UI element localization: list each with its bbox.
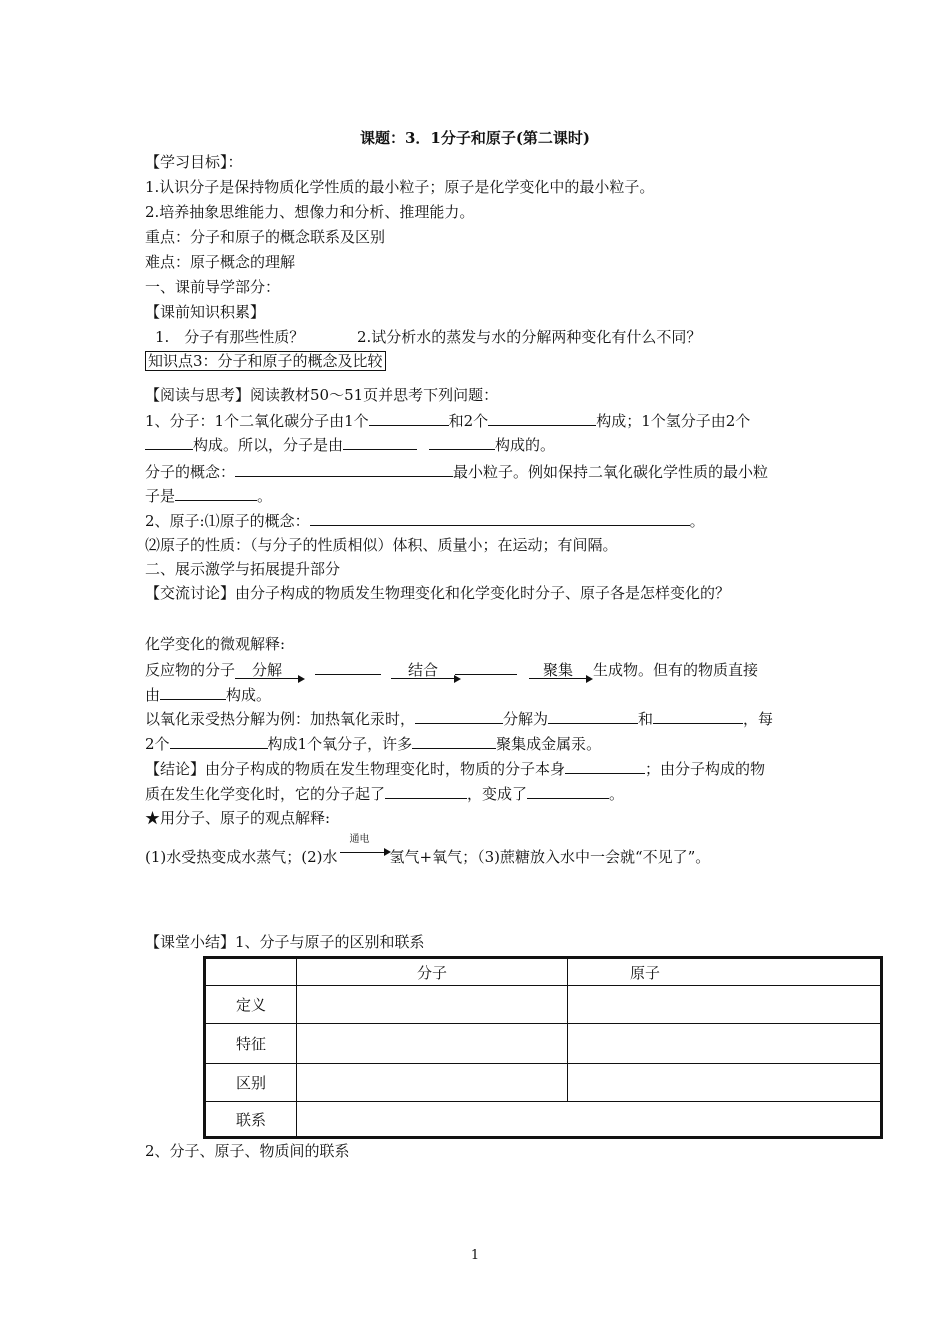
cell-atom-difference[interactable] <box>568 1064 882 1102</box>
text: 构成；1个氢分子由2个 <box>596 412 751 430</box>
text: 。 <box>609 785 625 803</box>
goal-item-2: 2.培养抽象思维能力、想像力和分析、推理能力。 <box>145 203 475 221</box>
table-row <box>205 1102 882 1138</box>
text: (1)水受热变成水蒸气；(2)水 <box>145 848 338 866</box>
reading-prompt: 【阅读与思考】阅读教材50～51页并思考下列问题： <box>145 386 499 404</box>
knowledge-point-box: 知识点3：分子和原子的概念及比较 <box>145 351 386 371</box>
fill-blank[interactable] <box>455 659 517 675</box>
text: 聚集成金属汞。 <box>496 735 602 753</box>
fill-blank[interactable] <box>429 434 495 450</box>
text: 2、原子:⑴原子的概念： <box>145 512 310 530</box>
text: 构成。所以，分子是由 <box>193 436 344 454</box>
fill-blank[interactable] <box>412 733 496 749</box>
text: 反应物的分子 <box>145 661 236 679</box>
cell-atom-feature[interactable] <box>568 1024 882 1064</box>
page-title: 课题：3．1分子和原子(第二课时) <box>359 129 591 147</box>
cell-molecule-difference[interactable] <box>297 1064 568 1102</box>
text: 质在发生化学变化时，它的分子起了 <box>145 785 386 803</box>
table-header-row <box>205 958 882 986</box>
fill-blank[interactable] <box>170 733 268 749</box>
arrow-bar <box>340 852 384 853</box>
part2-heading: 二、展示激学与拓展提升部分 <box>145 560 341 578</box>
fill-blank[interactable] <box>235 461 453 477</box>
text: 分解为 <box>503 710 549 728</box>
text: 1、分子：1个二氧化碳分子由1个 <box>145 412 369 430</box>
arrow-decompose <box>235 662 299 679</box>
fill-blank[interactable] <box>415 708 503 724</box>
atom-properties: ⑵原子的性质：（与分子的性质相似）体积、质量小；在运动；有间隔。 <box>145 536 618 554</box>
text: 由 <box>145 686 161 704</box>
key-point: 重点：分子和原子的概念联系及区别 <box>145 228 386 246</box>
fill-blank[interactable] <box>564 510 690 526</box>
text: 构成。 <box>226 686 272 704</box>
fill-blank[interactable] <box>488 410 596 426</box>
cell-atom-definition[interactable] <box>568 986 882 1024</box>
text: 。 <box>257 487 273 505</box>
molecule-line-1 <box>145 410 750 431</box>
part1-heading: 一、课前导学部分： <box>145 278 281 296</box>
table-corner-cell <box>205 958 297 986</box>
question-2: 2.试分析水的蒸发与水的分解两种变化有什么不同？ <box>357 328 702 346</box>
fill-blank[interactable] <box>527 783 609 799</box>
text: 构成1个氧分子，许多 <box>267 735 413 753</box>
difficulty: 难点：原子概念的理解 <box>145 253 296 271</box>
row-label-difference: 区别 <box>205 1064 297 1102</box>
accumulation-heading: 【课前知识积累】 <box>145 303 266 321</box>
table-row <box>205 986 882 1024</box>
cell-molecule-feature[interactable] <box>297 1024 568 1064</box>
text: 和2个 <box>448 412 489 430</box>
fill-blank[interactable] <box>310 510 564 526</box>
fill-blank[interactable] <box>653 708 743 724</box>
header-molecule: 分子 <box>297 958 568 986</box>
mercury-oxide-line-1 <box>145 708 773 729</box>
text: ，每 <box>743 710 774 728</box>
arrow-label: 分解 <box>252 661 283 679</box>
fill-blank[interactable] <box>315 659 381 675</box>
discussion: 【交流讨论】由分子构成的物质发生物理变化和化学变化时分子、原子各是怎样变化的？ <box>145 584 731 602</box>
text: 子是 <box>145 487 176 505</box>
arrow-aggregate <box>529 662 587 679</box>
row-label-link: 联系 <box>205 1102 297 1138</box>
text: ；由分子构成的物 <box>645 760 766 778</box>
text: 和 <box>638 710 654 728</box>
text: 2个 <box>145 735 170 753</box>
fill-blank[interactable] <box>548 708 638 724</box>
question-1: 1. 分子有那些性质？ <box>155 328 305 346</box>
conclusion-line-2 <box>145 783 624 804</box>
goals-heading: 【学习目标】： <box>145 153 243 171</box>
explain-heading: ★用分子、原子的观点解释: <box>145 809 331 827</box>
summary-heading: 【课堂小结】1、分子与原子的区别和联系 <box>145 933 425 951</box>
cell-molecule-definition[interactable] <box>297 986 568 1024</box>
summary-item-2: 2、分子、原子、物质间的联系 <box>145 1142 350 1160</box>
text: 分子的概念： <box>145 463 236 481</box>
micro-line-2 <box>145 684 271 705</box>
fill-blank[interactable] <box>369 410 449 426</box>
arrow-label: 聚集 <box>543 661 574 679</box>
fill-blank[interactable] <box>160 684 226 700</box>
fill-blank[interactable] <box>565 758 645 774</box>
fill-blank[interactable] <box>175 485 257 501</box>
row-label-feature: 特征 <box>205 1024 297 1064</box>
mercury-oxide-line-2 <box>145 733 601 754</box>
arrow-combine <box>391 662 455 679</box>
fill-blank[interactable] <box>343 434 417 450</box>
text: 。 <box>689 512 705 530</box>
molecule-concept-line <box>145 461 768 482</box>
reaction-condition: 通电 <box>349 834 370 845</box>
arrow-label: 结合 <box>408 661 439 679</box>
molecule-concept-line-2 <box>145 485 272 506</box>
reaction-arrow-icon <box>338 834 390 862</box>
cell-link[interactable] <box>297 1102 882 1138</box>
conclusion-line-1 <box>145 758 765 779</box>
text: ，变成了 <box>467 785 528 803</box>
header-atom: 原子 <box>568 958 882 986</box>
goal-item-1: 1.认识分子是保持物质化学性质的最小粒子；原子是化学变化中的最小粒子。 <box>145 178 655 196</box>
page-number: 1 <box>470 1248 480 1263</box>
text: 最小粒子。例如保持二氧化碳化学性质的最小粒 <box>453 463 769 481</box>
text: 以氧化汞受热分解为例：加热氧化汞时， <box>145 710 416 728</box>
row-label-definition: 定义 <box>205 986 297 1024</box>
fill-blank[interactable] <box>385 783 467 799</box>
text: 构成的。 <box>495 436 556 454</box>
micro-line-1 <box>145 659 758 680</box>
molecule-line-2 <box>145 434 555 455</box>
explain-items <box>145 834 711 867</box>
comparison-table <box>203 956 883 1139</box>
atom-concept-line <box>145 510 705 531</box>
text: 氢气+氧气；（3)蔗糖放入水中一会就“不见了”。 <box>389 848 711 866</box>
table-row <box>205 1064 882 1102</box>
table-row <box>205 1024 882 1064</box>
micro-title: 化学变化的微观解释: <box>145 635 286 653</box>
text: 【结论】由分子构成的物质在发生物理变化时，物质的分子本身 <box>145 760 566 778</box>
text: 生成物。但有的物质直接 <box>593 661 759 679</box>
fill-blank[interactable] <box>145 434 193 450</box>
knowledge-point-line <box>145 351 386 371</box>
